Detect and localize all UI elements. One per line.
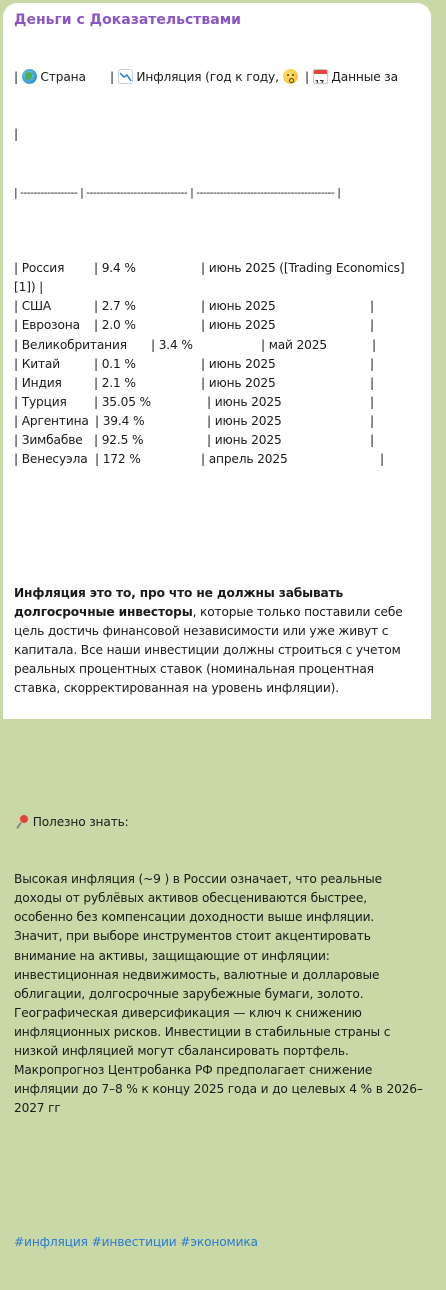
cell-rate-text: 2.0 % xyxy=(101,318,136,333)
cell-country: | Индия xyxy=(14,375,62,390)
table-row xyxy=(14,412,420,431)
tip-title-line xyxy=(14,813,420,832)
cell-date-text: июнь 2025 xyxy=(214,394,282,409)
header-country: Страна xyxy=(40,70,86,85)
cell-date-text: июнь 2025 xyxy=(208,318,276,333)
cell-country-text: Великобритания xyxy=(21,337,127,352)
cell-date: | июнь 2025 xyxy=(201,356,276,371)
cell-rate: | 172 % xyxy=(95,452,141,467)
table-row xyxy=(14,259,420,278)
cell-date: | июнь 2025 xyxy=(207,413,282,428)
tip-title: Полезно знать: xyxy=(32,814,129,829)
cell-end: | xyxy=(370,394,374,409)
cell-date: | июнь 2025 xyxy=(201,375,276,390)
cell-country: | Еврозона xyxy=(14,318,80,333)
cell-country: | Зимбабве xyxy=(14,432,83,447)
cell-date-text: июнь 2025 xyxy=(214,413,282,428)
cell-rate: | 2.0 % xyxy=(94,318,136,333)
intro-rest: , которые только поставили себе цель достичь финансовой независимости или уже живут с капитала. Все наши инвестиции должны строиться с учетом реальных процентных ставок (номинальная процентная ставка, скорректированная на уровень инфляции). xyxy=(14,604,403,696)
cell-end: | xyxy=(370,432,374,447)
intro-bold: Инфляция это то, про что не должны забывать долгосрочные инвесторы xyxy=(14,585,344,619)
table-row xyxy=(14,450,420,469)
cell-rate: | 9.4 % xyxy=(94,261,136,276)
hashtags-link[interactable]: #инфляция #инвестиции #экономика xyxy=(14,1234,258,1249)
cell-country: | Венесуэла xyxy=(14,452,88,467)
cell-end: | xyxy=(380,452,384,467)
tip-line: Географическая диверсификация — ключ к снижению инфляционных рисков. Инвестиции в стабильные страны с низкой инфляцией могут сбалансировать портфель. xyxy=(14,1005,391,1058)
cell-date: | май 2025 xyxy=(261,337,327,352)
table-row xyxy=(14,297,420,316)
cell-date: | июнь 2025 xyxy=(201,299,276,314)
message-body xyxy=(14,30,423,1290)
cell-date: | июнь 2025 xyxy=(207,394,282,409)
cell-rate-text: 0.1 % xyxy=(101,356,136,371)
cell-date: | апрель 2025 xyxy=(201,452,288,467)
tip-list xyxy=(14,870,424,1118)
cell-rate: | 92.5 % xyxy=(94,432,144,447)
cell-date: | июнь 2025 ([Trading Economics] xyxy=(201,261,405,276)
header-inflation: Инфляция (год к году, xyxy=(136,70,279,85)
cell-country: | Россия xyxy=(14,261,65,276)
cell-rate-text: 2.1 % xyxy=(101,375,136,390)
cell-country-text: Еврозона xyxy=(21,318,80,333)
cell-rate: | 35.05 % xyxy=(94,394,151,409)
table-row xyxy=(14,374,420,393)
table-row xyxy=(14,336,420,355)
cell-country-text: США xyxy=(21,299,52,314)
tip-line: Макропрогноз Центробанка РФ предполагает снижение инфляции до 7–8 % к концу 2025 года и до целевых 4 % в 2026–2027 гг xyxy=(14,1063,423,1116)
cell-date-text: июнь 2025 xyxy=(208,375,276,390)
cell-rate-text: 35.05 % xyxy=(101,394,151,409)
cell-date-text: июнь 2025 xyxy=(208,299,276,314)
table-row xyxy=(14,393,420,412)
cell-rate: | 2.7 % xyxy=(94,299,136,314)
cell-country-text: Россия xyxy=(21,261,65,276)
message-bubble xyxy=(3,3,431,1249)
globe-icon xyxy=(22,69,37,84)
tip-line: Значит, при выборе инструментов стоит акцентировать внимание на активы, защищающие от инфляции: инвестиционная недвижимость, валютные и долларовые облигации, долгосрочные зарубежные бумаги, золото. xyxy=(14,929,380,1001)
tip-line: Высокая инфляция (~9 ) в России означает, что реальные доходы от рублёвых активов обесцениваются быстрее, особенно без компенсации доходности выше инфляции. xyxy=(14,872,382,925)
cell-end: | xyxy=(370,375,374,390)
cell-country-text: Аргентина xyxy=(21,413,89,428)
cell-rate: | 2.1 % xyxy=(94,375,136,390)
header-data: Данные за xyxy=(331,70,398,85)
cell-rate-text: 172 % xyxy=(102,452,141,467)
cell-country-text: Зимбабве xyxy=(21,432,83,447)
cell-date-text: май 2025 xyxy=(268,337,327,352)
table-rows xyxy=(14,259,420,469)
cell-end: | xyxy=(370,299,374,314)
calendar-icon xyxy=(313,69,328,84)
row-continuation: [1]) | xyxy=(14,280,44,295)
table-header: | Страна | Инфляция (год к году, | 17 Данные за xyxy=(14,68,420,87)
chart-decreasing-icon xyxy=(118,69,133,84)
cell-country: | Турция xyxy=(14,394,67,409)
cell-date: | июнь 2025 xyxy=(201,318,276,333)
cell-country: | Великобритания xyxy=(14,337,127,352)
cell-country: | Аргентина xyxy=(14,413,89,428)
cell-date: | июнь 2025 xyxy=(207,432,282,447)
cell-country-text: Турция xyxy=(21,394,67,409)
cell-rate: | 3.4 % xyxy=(151,337,193,352)
cell-rate-text: 2.7 % xyxy=(101,299,136,314)
cell-rate-text: 39.4 % xyxy=(102,413,145,428)
cell-end: | xyxy=(372,337,376,352)
cell-date-text: июнь 2025 xyxy=(208,356,276,371)
cell-date-text: апрель 2025 xyxy=(208,452,288,467)
cell-rate-text: 92.5 % xyxy=(101,432,144,447)
cell-date-text: июнь 2025 xyxy=(214,432,282,447)
cell-country-text: Индия xyxy=(21,375,62,390)
intro-paragraph xyxy=(14,584,420,699)
cell-rate-text: 9.4 % xyxy=(101,261,136,276)
cell-country: | США xyxy=(14,299,52,314)
cell-end: | xyxy=(370,413,374,428)
cell-rate-text: 3.4 % xyxy=(158,337,193,352)
cell-country: | Китай xyxy=(14,356,60,371)
table-row xyxy=(14,316,420,335)
cell-rate: | 0.1 % xyxy=(94,356,136,371)
cell-country-text: Венесуэла xyxy=(21,452,88,467)
cell-date-text: июнь 2025 ([Trading Economics] xyxy=(208,261,405,276)
cell-end: | xyxy=(370,318,374,333)
cell-country-text: Китай xyxy=(21,356,60,371)
channel-name[interactable]: Деньги с Доказательствами xyxy=(14,12,241,28)
table-row xyxy=(14,355,420,374)
cell-end: | xyxy=(370,356,374,371)
astonished-face-icon xyxy=(283,69,298,84)
pushpin-icon xyxy=(14,814,29,829)
cell-rate: | 39.4 % xyxy=(95,413,145,428)
table-separator: | ----------------- | ------------------------------ | ----------------------------------------- | xyxy=(14,185,341,199)
header-continuation: | xyxy=(14,127,18,142)
table-row xyxy=(14,431,420,450)
